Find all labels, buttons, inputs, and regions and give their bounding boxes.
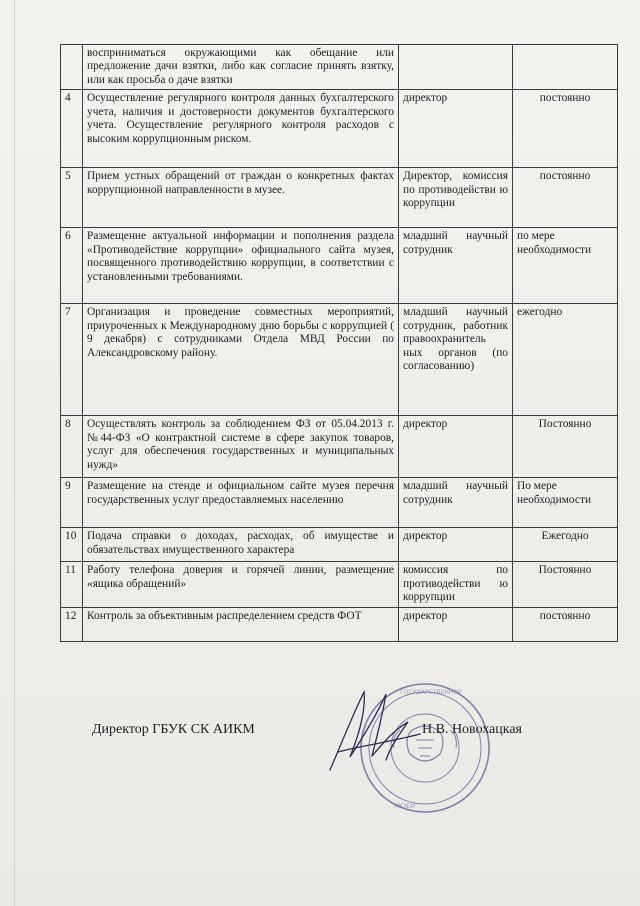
handwritten-signature	[320, 682, 430, 777]
table-row	[61, 562, 618, 608]
row-term: ежегодно	[513, 304, 618, 416]
row-number: 8	[61, 416, 83, 478]
row-term	[513, 45, 618, 90]
row-task: Организация и проведение совместных мероприятий, приуроченных к Международному дню борьбы с коррупцией ( 9 декабря) с сотрудниками Отдела МВД России по Александровскому району.	[83, 304, 399, 416]
row-responsible: младший научный сотрудник	[399, 478, 513, 528]
svg-text:ГОСУДАРСТВЕННОЕ: ГОСУДАРСТВЕННОЕ	[400, 689, 462, 696]
row-task: Осуществлять контроль за соблюдением ФЗ от 05.04.2013 г. №44-ФЗ «О контрактной системе в сфере закупок товаров, услуг для обеспечения государственных и муниципальных нужд»	[83, 416, 399, 478]
row-responsible: Директор, комиссия по противодействи ю коррупции	[399, 168, 513, 228]
row-number	[61, 45, 83, 90]
table-row	[61, 304, 618, 416]
row-term: постоянно	[513, 90, 618, 168]
row-task: Размещение на стенде и официальном сайте музея перечня государственных услуг предоставляемых населению	[83, 478, 399, 528]
row-term: Постоянно	[513, 416, 618, 478]
row-number: 7	[61, 304, 83, 416]
row-number: 4	[61, 90, 83, 168]
row-term: по мере необходимости	[513, 228, 618, 304]
row-task: Подача справки о доходах, расходах, об имуществе и обязательствах имущественного характера	[83, 528, 399, 562]
row-responsible: младший научный сотрудник, работник правоохранитель ных органов (по согласованию)	[399, 304, 513, 416]
row-task: восприниматься окружающими как обещание или предложение дачи взятки, либо как согласие принять взятку, или как просьба о даче взятки	[83, 45, 399, 90]
row-responsible	[399, 45, 513, 90]
svg-text:МУЗЕЙ: МУЗЕЙ	[394, 803, 415, 810]
page-edge	[14, 0, 15, 906]
row-number: 11	[61, 562, 83, 608]
row-number: 12	[61, 608, 83, 642]
row-term: постоянно	[513, 608, 618, 642]
row-task: Осуществление регулярного контроля данных бухгалтерского учета, наличия и достоверности документов бухгалтерского учета. Осуществление регулярного контроля расходов с высоким коррупционным риском.	[83, 90, 399, 168]
row-responsible: директор	[399, 608, 513, 642]
row-term: Ежегодно	[513, 528, 618, 562]
row-responsible: директор	[399, 90, 513, 168]
row-task: Контроль за объективным распределением средств ФОТ	[83, 608, 399, 642]
table-row	[61, 478, 618, 528]
row-number: 5	[61, 168, 83, 228]
row-task: Размещение актуальной информации и пополнения раздела «Противодействие коррупции» официального сайта музея, посвященного противодействию коррупции, в соответствии с установленными требованиями.	[83, 228, 399, 304]
row-responsible: директор	[399, 528, 513, 562]
row-term: Постоянно	[513, 562, 618, 608]
row-responsible: комиссия по противодействи ю коррупции	[399, 562, 513, 608]
table-row	[61, 416, 618, 478]
anticorruption-plan-table	[60, 44, 618, 642]
row-term: постоянно	[513, 168, 618, 228]
signatory-title: Директор ГБУК СК АИКМ	[92, 722, 255, 737]
row-responsible: директор	[399, 416, 513, 478]
row-number: 6	[61, 228, 83, 304]
table-row	[61, 45, 618, 90]
table-row	[61, 608, 618, 642]
row-responsible: младший научный сотрудник	[399, 228, 513, 304]
row-number: 9	[61, 478, 83, 528]
row-number: 10	[61, 528, 83, 562]
table-row	[61, 528, 618, 562]
table-row	[61, 228, 618, 304]
row-task: Работу телефона доверия и горячей линии, размещение «ящика обращений»	[83, 562, 399, 608]
signatory-name: Н.В. Новохацкая	[422, 722, 522, 737]
table-row	[61, 90, 618, 168]
row-task: Прием устных обращений от граждан о конкретных фактах коррупционной направленности в музее.	[83, 168, 399, 228]
table-row	[61, 168, 618, 228]
row-term: По мере необходимости	[513, 478, 618, 528]
